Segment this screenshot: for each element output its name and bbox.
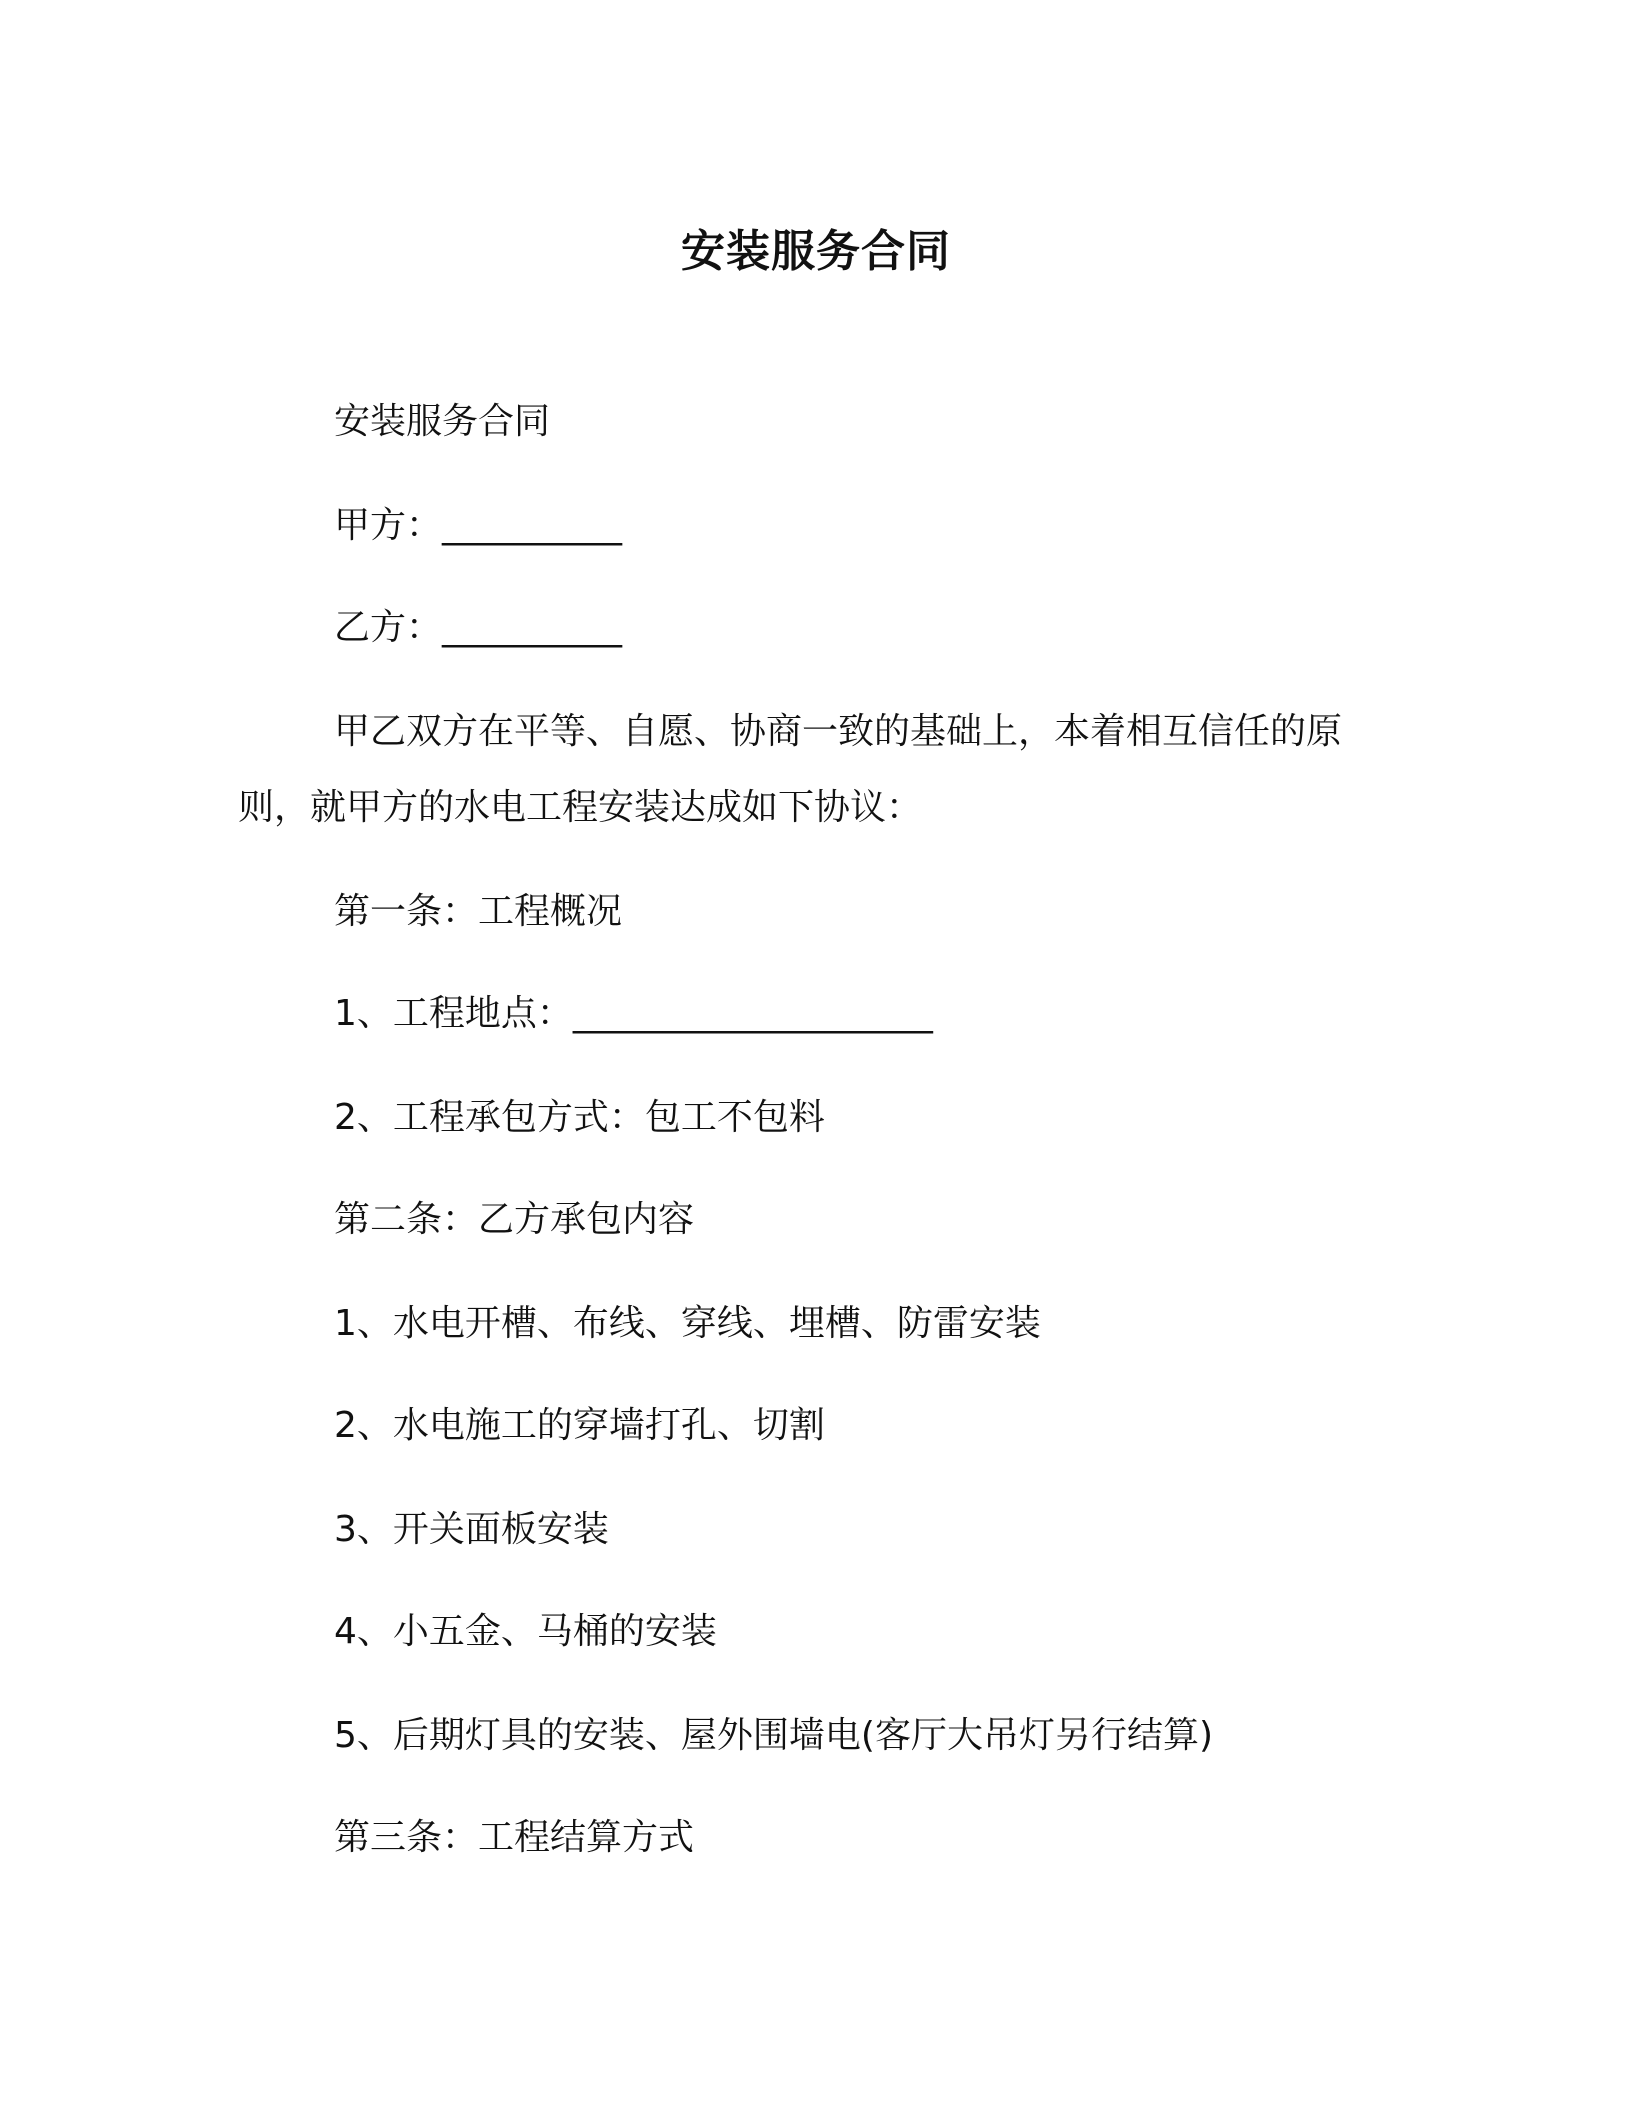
article-1-heading: 第一条：工程概况 — [334, 891, 623, 932]
article-2-item-2: 2、水电施工的穿墙打孔、切割 — [334, 1405, 825, 1446]
article-2-item-1: 1、水电开槽、布线、穿线、埋槽、防雷安装 — [334, 1303, 1041, 1344]
party-b-line: 乙方：__________ — [334, 607, 623, 648]
article-2-item-4: 4、小五金、马桶的安装 — [334, 1611, 717, 1652]
document-title: 安装服务合同 — [681, 226, 951, 277]
party-a-line: 甲方：__________ — [334, 505, 623, 546]
article-2-item-5: 5、后期灯具的安装、屋外围墙电(客厅大吊灯另行结算) — [334, 1715, 1213, 1756]
article-1-item-1: 1、工程地点：____________________ — [334, 993, 933, 1034]
preamble-line-1: 甲乙双方在平等、自愿、协商一致的基础上，本着相互信任的原 — [334, 711, 1343, 752]
preamble-line-2: 则，就甲方的水电工程安装达成如下协议： — [238, 787, 923, 828]
subtitle-line: 安装服务合同 — [334, 401, 551, 442]
article-1-item-2: 2、工程承包方式：包工不包料 — [334, 1097, 825, 1138]
article-2-heading: 第二条：乙方承包内容 — [334, 1199, 695, 1240]
article-3-heading: 第三条：工程结算方式 — [334, 1817, 695, 1858]
article-2-item-3: 3、开关面板安装 — [334, 1509, 609, 1550]
